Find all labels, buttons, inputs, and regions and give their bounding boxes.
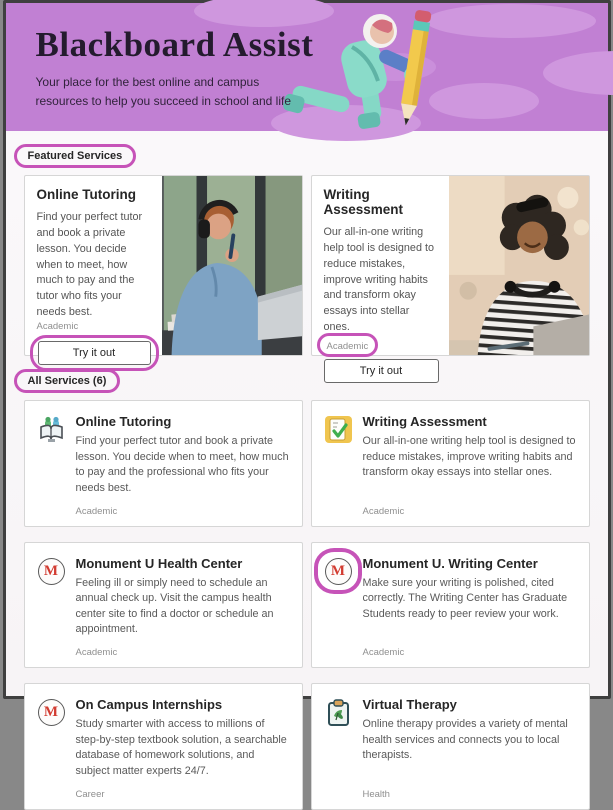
featured-card-online-tutoring[interactable] xyxy=(24,175,303,356)
featured-cards-row xyxy=(24,175,590,356)
page-title: Blackboard Assist xyxy=(36,25,608,65)
all-services-label: All Services (6) xyxy=(28,375,107,387)
open-book-students-icon xyxy=(38,416,65,443)
service-card-writing-assessment[interactable] xyxy=(311,400,590,527)
card-description: Our all-in-one writing help tool is designed to reduce mistakes, improve writing habits and transform okay essays into stellar ones. xyxy=(324,225,439,336)
monument-u-crest-icon: M xyxy=(38,558,65,585)
service-card-on-campus-internships[interactable] xyxy=(24,683,303,810)
annotation-ring-try-it-out xyxy=(30,335,159,371)
card-title: Online Tutoring xyxy=(37,187,152,202)
service-title: Writing Assessment xyxy=(363,414,577,429)
service-description: Online therapy provides a variety of mental health services and connects you to local therapists. xyxy=(363,717,577,764)
service-card-monument-u-health-center[interactable] xyxy=(24,542,303,669)
annotation-ring-academic-tag xyxy=(317,333,379,357)
blackboard-assist-page xyxy=(3,0,611,699)
service-category: Academic xyxy=(76,497,290,517)
service-description: Feeling ill or simply need to schedule an annual check up. Visit the campus health center site to find a doctor or schedule an appointment. xyxy=(76,576,290,639)
monument-u-crest-icon: M xyxy=(38,699,65,726)
service-category: Academic xyxy=(76,638,290,658)
service-category: Academic xyxy=(363,638,577,658)
photo-woman-smiling-with-headphones xyxy=(449,176,589,355)
category-tag: Academic xyxy=(327,341,369,352)
service-category: Career xyxy=(76,780,290,800)
featured-services-label: Featured Services xyxy=(28,150,123,162)
service-category: Academic xyxy=(363,497,577,517)
try-it-out-button[interactable]: Try it out xyxy=(38,341,151,365)
service-category: Health xyxy=(363,780,577,800)
service-description: Make sure your writing is polished, cited correctly. The Writing Center has Graduate Students ready to peer review your work. xyxy=(363,576,577,623)
all-services-grid xyxy=(24,400,590,810)
monument-u-crest-icon: M xyxy=(325,558,352,585)
clipboard-leaves-icon xyxy=(325,699,352,726)
card-title: Writing Assessment xyxy=(324,187,439,217)
page-subtitle: Your place for the best online and campus resources to help you succeed in school and life xyxy=(36,73,608,110)
featured-card-writing-assessment[interactable] xyxy=(311,175,590,356)
service-title: Monument U Health Center xyxy=(76,556,290,571)
service-card-online-tutoring[interactable] xyxy=(24,400,303,527)
service-description: Find your perfect tutor and book a private lesson. You decide when to meet, how much to pay and the professional who fits your needs best. xyxy=(76,434,290,497)
page-header xyxy=(6,3,608,131)
service-description: Study smarter with access to millions of step-by-step textbook solution, a searchable database of homework solutions, and subject matter experts 24/7. xyxy=(76,717,290,780)
service-card-virtual-therapy[interactable] xyxy=(311,683,590,810)
notepad-check-icon xyxy=(325,416,352,443)
service-title: Monument U. Writing Center xyxy=(363,556,577,571)
service-title: Online Tutoring xyxy=(76,414,290,429)
card-description: Find your perfect tutor and book a private lesson. You decide when to meet, how much to pay and the tutor who fits your needs best. xyxy=(37,210,152,321)
category-tag: Academic xyxy=(37,321,152,332)
try-it-out-button[interactable]: Try it out xyxy=(324,359,439,383)
service-title: On Campus Internships xyxy=(76,697,290,712)
annotation-ring-all-services xyxy=(14,369,121,393)
annotation-ring-featured-services xyxy=(14,144,137,168)
service-title: Virtual Therapy xyxy=(363,697,577,712)
service-description: Our all-in-one writing help tool is designed to reduce mistakes, improve writing habits and transform okay essays into stellar ones. xyxy=(363,434,577,481)
service-card-monument-u-writing-center[interactable] xyxy=(311,542,590,669)
photo-man-studying-with-headphones xyxy=(162,176,302,355)
